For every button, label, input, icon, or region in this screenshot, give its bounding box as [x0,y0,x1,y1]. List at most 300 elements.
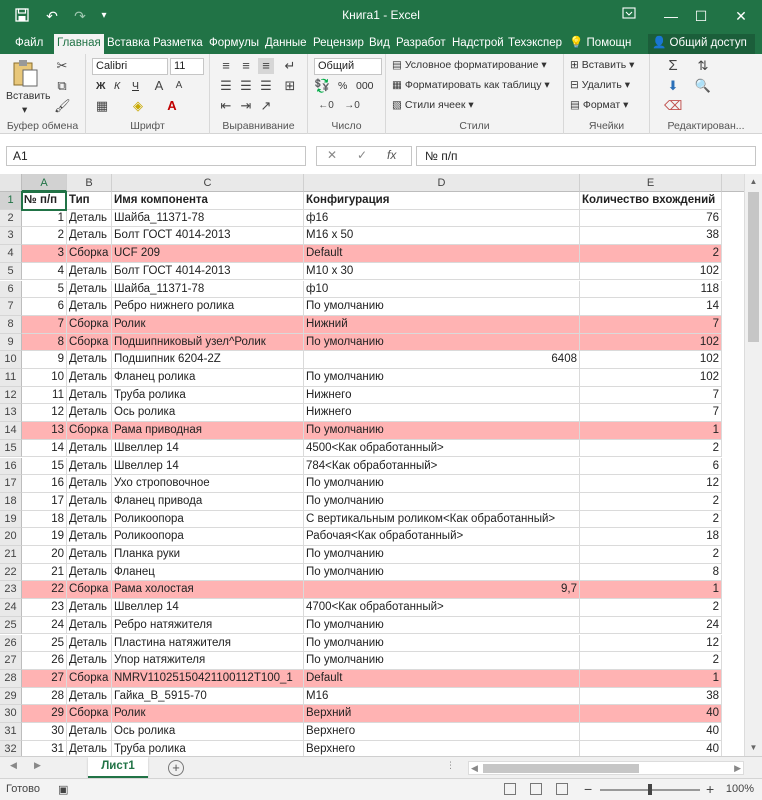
cell-n[interactable]: 26 [22,652,67,670]
sort-filter-icon[interactable]: ⇅ [697,58,709,73]
cell-type[interactable]: Сборка [67,422,112,440]
column-header-b[interactable]: B [67,174,112,192]
cell-n[interactable]: 2 [22,227,67,245]
cell-type[interactable]: Деталь [67,369,112,387]
borders-icon[interactable]: ▦ [95,98,109,113]
cell-conf[interactable]: По умолчанию [304,564,580,582]
cancel-icon[interactable]: ✕ [327,148,338,162]
cell-name[interactable]: Ось ролика [112,404,304,422]
cell-qty[interactable]: 8 [580,564,722,582]
cell-n[interactable]: 30 [22,723,67,741]
cell-name[interactable]: Роликоопора [112,528,304,546]
cell-conf[interactable]: Рабочая<Как обработанный> [304,528,580,546]
cell-n[interactable]: 29 [22,705,67,723]
maximize-button[interactable]: ☐ [694,8,708,24]
font-grow-icon[interactable]: A [154,78,164,93]
cell-qty[interactable]: 38 [580,688,722,706]
cell-type[interactable]: Сборка [67,316,112,334]
cell-qty[interactable]: 40 [580,741,722,756]
column-header-d[interactable]: D [304,174,580,192]
fill-icon[interactable]: ⬇ [667,78,679,93]
page-break-view-icon[interactable] [556,783,568,795]
row-header[interactable]: 29 [0,688,22,706]
row-header[interactable]: 25 [0,617,22,635]
cell-n[interactable]: 28 [22,688,67,706]
row-header[interactable]: 16 [0,458,22,476]
tab-developer[interactable]: Разработ [396,37,446,49]
vertical-scrollbar[interactable] [744,174,762,756]
row-header[interactable]: 6 [0,281,22,299]
decrease-decimal-icon[interactable]: →0 [344,100,360,111]
column-header-a[interactable]: A [22,174,67,192]
cell-conf[interactable]: По умолчанию [304,617,580,635]
share-label: Общий доступ [669,37,747,49]
cell-conf[interactable]: Нижний [304,316,580,334]
tab-addins[interactable]: Надстрой [452,37,504,49]
bold-button[interactable]: Ж [96,80,106,92]
header-cell[interactable]: Тип [67,192,112,210]
cell-qty[interactable]: 2 [580,652,722,670]
sheet-next-icon[interactable]: ▶ [34,760,41,770]
cell-name[interactable]: Ролик [112,316,304,334]
find-select-icon[interactable]: 🔍 [694,78,712,93]
row-header[interactable]: 12 [0,387,22,405]
header-cell[interactable]: № п/п [22,192,67,210]
zoom-level[interactable]: 100% [725,783,754,795]
row-header[interactable]: 28 [0,670,22,688]
cell-name[interactable]: Фланец привода [112,493,304,511]
cell-conf[interactable]: По умолчанию [304,546,580,564]
column-header-e[interactable]: E [580,174,722,192]
zoom-in-icon[interactable]: + [706,781,715,797]
cell-name[interactable]: Гайка_В_5915-70 [112,688,304,706]
cell-conf[interactable]: По умолчанию [304,652,580,670]
delete-cells-button[interactable]: ⊟ Удалить ▾ [570,79,631,91]
format-cells-button[interactable]: ▤ Формат ▾ [570,99,629,111]
cell-qty[interactable]: 1 [580,581,722,599]
tab-home[interactable]: Главная [54,34,104,54]
tab-page-layout[interactable]: Разметка [153,37,203,49]
row-header[interactable]: 18 [0,493,22,511]
decrease-indent-icon[interactable]: ⇤ [220,98,232,113]
cell-n[interactable]: 27 [22,670,67,688]
cell-type[interactable]: Деталь [67,511,112,529]
cell-type[interactable]: Деталь [67,281,112,299]
cell-type[interactable]: Деталь [67,546,112,564]
tab-data[interactable]: Данные [265,37,307,49]
cell-type[interactable]: Деталь [67,440,112,458]
cell-conf[interactable]: ф16 [304,210,580,228]
cell-styles-button[interactable]: ▧ Стили ячеек ▾ [392,99,474,111]
cell-type[interactable]: Сборка [67,334,112,352]
horizontal-scrollbar[interactable] [468,761,744,775]
cell-conf[interactable]: 4700<Как обработанный> [304,599,580,617]
cell-conf[interactable]: Верхний [304,705,580,723]
cell-type[interactable]: Деталь [67,688,112,706]
cell-n[interactable]: 9 [22,351,67,369]
ribbon-display-options-icon[interactable] [614,4,644,28]
spreadsheet-grid[interactable] [0,174,762,756]
cell-type[interactable]: Деталь [67,528,112,546]
row-header[interactable]: 26 [0,635,22,653]
row-header[interactable]: 15 [0,440,22,458]
merge-cells-icon[interactable]: ⊞ [284,78,296,93]
wrap-text-icon[interactable]: ↵ [284,58,296,73]
formula-buttons [316,146,412,166]
cell-n[interactable]: 4 [22,263,67,281]
cell-name[interactable]: Ребро нижнего ролика [112,298,304,316]
percent-button[interactable]: % [338,80,348,92]
sheet-prev-icon[interactable]: ◀ [10,760,17,770]
cell-n[interactable]: 25 [22,635,67,653]
cell-type[interactable]: Деталь [67,617,112,635]
cell-name[interactable]: Роликоопора [112,511,304,529]
row-header[interactable]: 20 [0,528,22,546]
minimize-button[interactable]: — [664,8,678,24]
cell-type[interactable]: Сборка [67,705,112,723]
cell-name[interactable]: Ось ролика [112,723,304,741]
select-all-corner[interactable] [0,174,22,192]
cell-qty[interactable]: 40 [580,705,722,723]
cell-qty[interactable]: 2 [580,546,722,564]
cell-qty[interactable]: 40 [580,723,722,741]
cell-conf[interactable]: По умолчанию [304,422,580,440]
row-header[interactable]: 13 [0,404,22,422]
cell-qty[interactable]: 76 [580,210,722,228]
cell-conf[interactable]: 784<Как обработанный> [304,458,580,476]
row-header[interactable]: 3 [0,227,22,245]
tab-help[interactable] [566,34,634,54]
cell-conf[interactable]: 6408 [304,351,580,369]
cell-styles-icon: ▧ [392,99,402,111]
italic-button[interactable]: К [114,80,121,92]
cell-n[interactable]: 5 [22,281,67,299]
cells-group-label: Ячейки [588,120,625,132]
customize-toolbar-icon[interactable]: ▾ [101,10,107,21]
add-sheet-button[interactable]: + [168,760,184,776]
row-header[interactable]: 30 [0,705,22,723]
horizontal-scroll-thumb[interactable] [483,764,639,773]
row-header[interactable]: 4 [0,245,22,263]
alignment-group-label: Выравнивание [222,120,295,132]
column-header-c[interactable]: C [112,174,304,192]
increase-decimal-icon[interactable]: ←0 [318,100,334,111]
scroll-up-icon[interactable]: ▲ [749,177,758,186]
cell-qty[interactable]: 2 [580,440,722,458]
format-painter-icon[interactable]: 🖌 [54,98,71,113]
cell-conf[interactable]: По умолчанию [304,334,580,352]
cell-qty[interactable]: 7 [580,387,722,405]
number-format-select[interactable]: Общий [314,58,382,75]
paste-button[interactable]: Вставить [6,90,51,102]
conditional-formatting-button[interactable]: ▤ Условное форматирование ▾ [392,59,547,71]
cell-conf[interactable]: По умолчанию [304,493,580,511]
styles-group [386,54,564,134]
cell-type[interactable]: Деталь [67,635,112,653]
cell-qty[interactable]: 7 [580,404,722,422]
row-header[interactable]: 19 [0,511,22,529]
cell-n[interactable]: 13 [22,422,67,440]
header-cell[interactable]: Конфигурация [304,192,580,210]
macro-record-icon[interactable]: ▣ [58,784,69,796]
align-top-icon[interactable]: ≡ [222,58,230,73]
row-header[interactable]: 14 [0,422,22,440]
row-header[interactable]: 23 [0,581,22,599]
zoom-slider-knob[interactable] [648,784,652,795]
person-icon: 👤 [652,37,667,49]
cell-n[interactable]: 6 [22,298,67,316]
cell-type[interactable]: Деталь [67,493,112,511]
tab-insert[interactable]: Вставка [107,37,150,49]
cell-type[interactable]: Деталь [67,652,112,670]
header-cell[interactable]: Имя компонента [112,192,304,210]
row-header[interactable]: 2 [0,210,22,228]
cell-name[interactable]: UCF 209 [112,245,304,263]
cell-n[interactable]: 7 [22,316,67,334]
align-center-icon[interactable]: ☰ [240,78,252,93]
cell-name[interactable]: Пластина натяжителя [112,635,304,653]
cell-conf[interactable]: 4500<Как обработанный> [304,440,580,458]
cells-group [564,54,650,134]
cell-name[interactable]: Подшипник 6204-2Z [112,351,304,369]
cell-n[interactable]: 21 [22,564,67,582]
underline-button[interactable]: Ч [132,80,139,92]
thousands-button[interactable]: 000 [356,80,374,92]
cell-type[interactable]: Сборка [67,245,112,263]
cell-name[interactable]: Ребро натяжителя [112,617,304,635]
cell-qty[interactable]: 24 [580,617,722,635]
cell-type[interactable]: Деталь [67,458,112,476]
cell-qty[interactable]: 7 [580,316,722,334]
cell-qty[interactable]: 102 [580,263,722,281]
cell-conf[interactable]: По умолчанию [304,298,580,316]
cell-name[interactable]: Фланец ролика [112,369,304,387]
align-middle-icon[interactable]: ≡ [242,58,250,73]
cell-n[interactable]: 10 [22,369,67,387]
row-header[interactable]: 21 [0,546,22,564]
cell-n[interactable]: 18 [22,511,67,529]
row-header[interactable]: 31 [0,723,22,741]
cell-type[interactable]: Деталь [67,599,112,617]
cell-name[interactable]: NMRV110251504211001​12T100_1 [112,670,304,688]
paste-dropdown-icon[interactable]: ▾ [22,104,28,116]
align-left-icon[interactable]: ☰ [220,78,232,93]
font-color-icon[interactable]: A [167,98,177,113]
cell-type[interactable]: Деталь [67,741,112,756]
cell-name[interactable]: Фланец [112,564,304,582]
cell-conf[interactable]: M10 x 30 [304,263,580,281]
row-header[interactable]: 27 [0,652,22,670]
cell-conf[interactable]: Default [304,245,580,263]
cell-qty[interactable]: 2 [580,511,722,529]
vertical-scroll-thumb[interactable] [748,192,759,342]
row-header[interactable]: 1 [0,192,22,210]
cell-conf[interactable]: С вертикальным роликом<Как обработанный> [304,511,580,529]
cut-icon[interactable]: ✂ [56,58,68,73]
cell-type[interactable]: Деталь [67,263,112,281]
cell-n[interactable]: 8 [22,334,67,352]
row-header[interactable]: 11 [0,369,22,387]
scroll-left-icon[interactable]: ◀ [471,763,478,773]
cell-n[interactable]: 14 [22,440,67,458]
cell-name[interactable]: Подшипниковый узел^Ролик [112,334,304,352]
cell-qty[interactable]: 2 [580,599,722,617]
cell-qty[interactable]: 1 [580,670,722,688]
orientation-icon[interactable]: ↗ [260,98,272,113]
cell-n[interactable]: 15 [22,458,67,476]
formula-input[interactable]: № п/п [416,146,756,166]
cell-n[interactable]: 12 [22,404,67,422]
font-size-select[interactable]: 11 [170,58,204,75]
cell-qty[interactable]: 14 [580,298,722,316]
cell-conf[interactable]: По умолчанию [304,369,580,387]
name-box[interactable]: A1 [6,146,306,166]
redo-icon[interactable]: ↷ [74,8,86,24]
cell-n[interactable]: 22 [22,581,67,599]
cell-name[interactable]: Рама холостая [112,581,304,599]
cell-name[interactable]: Ухо строповочное [112,475,304,493]
cell-name[interactable]: Болт ГОСТ 4014-2013 [112,263,304,281]
font-shrink-icon[interactable]: A [175,80,183,91]
cell-qty[interactable]: 6 [580,458,722,476]
share-button[interactable] [648,34,755,54]
zoom-out-icon[interactable]: − [584,781,593,797]
insert-cells-button[interactable]: ⊞ Вставить ▾ [570,59,635,71]
cell-qty[interactable]: 18 [580,528,722,546]
cell-n[interactable]: 20 [22,546,67,564]
cell-qty[interactable]: 12 [580,475,722,493]
row-header[interactable]: 9 [0,334,22,352]
cell-conf[interactable]: M16 x 50 [304,227,580,245]
font-name-select[interactable]: Calibri [92,58,168,75]
tab-techexpert[interactable]: Техэкспер [508,37,563,49]
cell-name[interactable]: Швеллер 14 [112,440,304,458]
cell-type[interactable]: Деталь [67,387,112,405]
cell-conf[interactable]: По умолчанию [304,635,580,653]
cell-conf[interactable]: M16 [304,688,580,706]
tab-formulas[interactable]: Формулы [209,37,260,49]
cell-n[interactable]: 3 [22,245,67,263]
autosum-icon[interactable]: Σ [668,57,678,74]
cell-conf[interactable]: Верхнего [304,741,580,756]
tab-split-icon[interactable]: ⋮ [446,760,455,770]
cell-conf[interactable]: Нижнего [304,387,580,405]
cell-qty[interactable]: 2 [580,245,722,263]
cell-name[interactable]: Упор натяжителя [112,652,304,670]
cell-n[interactable]: 16 [22,475,67,493]
row-header[interactable]: 7 [0,298,22,316]
tab-review[interactable]: Рецензир [313,37,364,49]
cell-qty[interactable]: 2 [580,493,722,511]
cell-name[interactable]: Ролик [112,705,304,723]
cell-n[interactable]: 1 [22,210,67,228]
cell-type[interactable]: Сборка [67,581,112,599]
cell-conf[interactable]: По умолчанию [304,475,580,493]
cell-conf[interactable]: 9,7 [304,581,580,599]
normal-view-icon[interactable] [504,783,516,795]
paste-icon[interactable] [10,58,40,88]
cell-n[interactable]: 31 [22,741,67,756]
row-header[interactable]: 22 [0,564,22,582]
currency-icon[interactable]: 💱 [314,78,331,93]
sheet-tab-1[interactable]: Лист1 [88,757,148,778]
row-header[interactable]: 24 [0,599,22,617]
cell-n[interactable]: 17 [22,493,67,511]
format-as-table-button[interactable]: ▦ Форматировать как таблицу ▾ [392,79,550,91]
cell-n[interactable]: 24 [22,617,67,635]
cell-type[interactable]: Деталь [67,227,112,245]
cell-qty[interactable]: 1 [580,422,722,440]
page-layout-view-icon[interactable] [530,783,542,795]
confirm-icon[interactable]: ✓ [357,148,368,162]
cell-name[interactable]: Швеллер 14 [112,458,304,476]
cell-conf[interactable]: Нижнего [304,404,580,422]
cell-n[interactable]: 11 [22,387,67,405]
align-right-icon[interactable]: ☰ [260,78,272,93]
cell-type[interactable]: Деталь [67,404,112,422]
row-header[interactable]: 8 [0,316,22,334]
tab-view[interactable]: Вид [369,37,390,49]
cell-name[interactable]: Шайба_11371-78 [112,210,304,228]
cell-name[interactable]: Планка руки [112,546,304,564]
clear-icon[interactable]: ⌫ [664,98,683,113]
fill-color-icon[interactable]: ◈ [133,98,143,113]
clipboard-group [0,54,86,134]
undo-icon[interactable]: ↶ [46,8,58,24]
cell-type[interactable]: Деталь [67,475,112,493]
cell-type[interactable]: Деталь [67,723,112,741]
cell-qty[interactable]: 118 [580,281,722,299]
copy-icon[interactable]: ⧉ [57,78,67,93]
cell-qty[interactable]: 12 [580,635,722,653]
scroll-right-icon[interactable]: ▶ [734,763,741,773]
scroll-down-icon[interactable]: ▼ [749,743,758,752]
cell-conf[interactable]: Default [304,670,580,688]
increase-indent-icon[interactable]: ⇥ [240,98,252,113]
cell-type[interactable]: Деталь [67,210,112,228]
cell-type[interactable]: Сборка [67,670,112,688]
cell-qty[interactable]: 102 [580,369,722,387]
cell-n[interactable]: 23 [22,599,67,617]
cell-conf[interactable]: ф10 [304,281,580,299]
cell-type[interactable]: Деталь [67,298,112,316]
tab-file[interactable]: Файл [15,37,44,49]
cell-qty[interactable]: 102 [580,351,722,369]
cell-name[interactable]: Шайба_11371-78 [112,281,304,299]
ribbon [0,54,762,134]
row-header[interactable]: 32 [0,741,22,756]
row-header[interactable]: 17 [0,475,22,493]
row-header[interactable]: 5 [0,263,22,281]
cell-type[interactable]: Деталь [67,351,112,369]
cell-qty[interactable]: 102 [580,334,722,352]
cell-name[interactable]: Рама приводная [112,422,304,440]
cell-conf[interactable]: Верхнего [304,723,580,741]
insert-function-icon[interactable]: fx [387,148,397,162]
cell-name[interactable]: Труба ролика [112,387,304,405]
align-bottom-icon[interactable]: ≡ [258,58,274,74]
cell-name[interactable]: Швеллер 14 [112,599,304,617]
cell-name[interactable]: Болт ГОСТ 4014-2013 [112,227,304,245]
cell-n[interactable]: 19 [22,528,67,546]
row-header[interactable]: 10 [0,351,22,369]
header-cell[interactable]: Количество вхождений [580,192,722,210]
cell-name[interactable]: Труба ролика [112,741,304,756]
cell-type[interactable]: Деталь [67,564,112,582]
help-label: Помощн [586,37,632,49]
cell-qty[interactable]: 38 [580,227,722,245]
close-button[interactable]: ✕ [735,8,747,24]
